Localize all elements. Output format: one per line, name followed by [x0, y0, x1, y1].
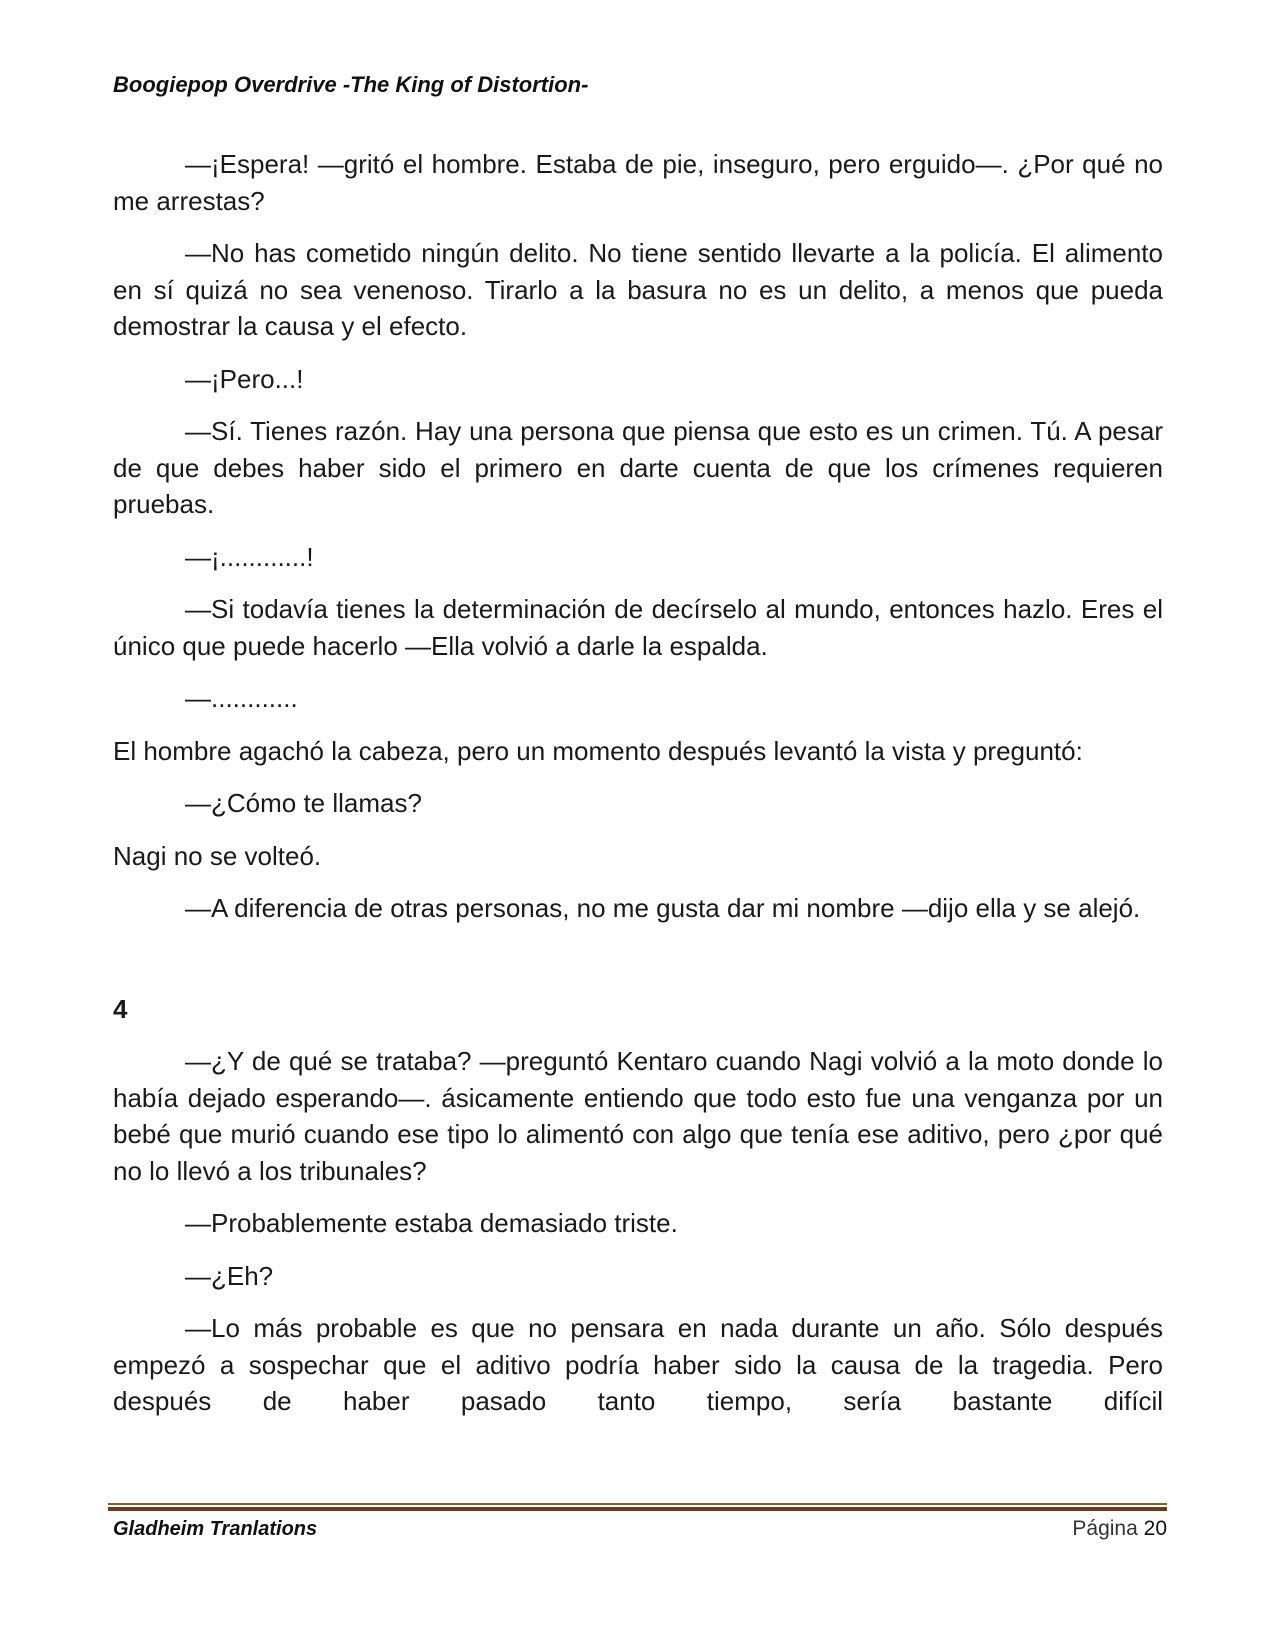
footer-divider-thick: [108, 1507, 1167, 1511]
page-number-label: [1072, 1517, 1167, 1541]
paragraph: —Sí. Tienes razón. Hay una persona que piensa que esto es un crimen. Tú. A pesar de que debes haber sido el primero en darte cuenta de que los crímenes requieren pruebas.: [113, 416, 1163, 519]
paragraph: —Probablemente estaba demasiado triste.: [185, 1208, 678, 1238]
footer-divider-thin: [108, 1503, 1167, 1505]
paragraph: —A diferencia de otras personas, no me gusta dar mi nombre —dijo ella y se alejó.: [185, 893, 1141, 923]
footer-credit: Gladheim Tranlations: [113, 1518, 318, 1540]
paragraph: —¡Espera! —gritó el hombre. Estaba de pie, inseguro, pero erguido—. ¿Por qué no me arrestas?: [113, 149, 1163, 216]
paragraph: —No has cometido ningún delito. No tiene sentido llevarte a la policía. El alimento en sí quizá no sea venenoso. Tirarlo a la basura no es un delito, a menos que pueda demostrar la causa y el efecto.: [113, 238, 1163, 341]
paragraph: —¡Pero...!: [185, 363, 304, 394]
paragraph: Nagi no se volteó.: [113, 840, 322, 871]
footer-divider: [108, 1503, 1167, 1513]
paragraph: —¿Cómo te llamas?: [185, 788, 422, 818]
paragraph: —Si todavía tienes la determinación de decírselo al mundo, entonces hazlo. Eres el único que puede hacerlo —Ella volvió a darle la espalda.: [113, 594, 1163, 661]
section-number: 4: [113, 993, 128, 1024]
page-number: 20: [1143, 1517, 1167, 1540]
paragraph: —¿Eh?: [185, 1260, 274, 1291]
paragraph: —¡............!: [185, 541, 314, 572]
paragraph: —............: [185, 683, 298, 713]
paragraph: El hombre agachó la cabeza, pero un momento después levantó la vista y preguntó:: [113, 735, 1083, 766]
paragraph: —Lo más probable es que no pensara en nada durante un año. Sólo después empezó a sospechar que el aditivo podría haber sido la causa de la tragedia. Pero después de haber pasado tanto tiempo, sería bastante difícil: [113, 1313, 1163, 1416]
page-label: Página: [1072, 1517, 1138, 1540]
paragraph: —¿Y de qué se trataba? —preguntó Kentaro cuando Nagi volvió a la moto donde lo había dejado esperando—. ásicamente entiendo que todo esto fue una venganza por un bebé que murió cuando ese tipo lo alimentó con algo que tenía ese aditivo, pero ¿por qué no lo llevó a los tribunales?: [113, 1046, 1163, 1186]
body-text: [113, 146, 1163, 1436]
running-header: Boogiepop Overdrive -The King of Distortion-: [113, 72, 589, 97]
